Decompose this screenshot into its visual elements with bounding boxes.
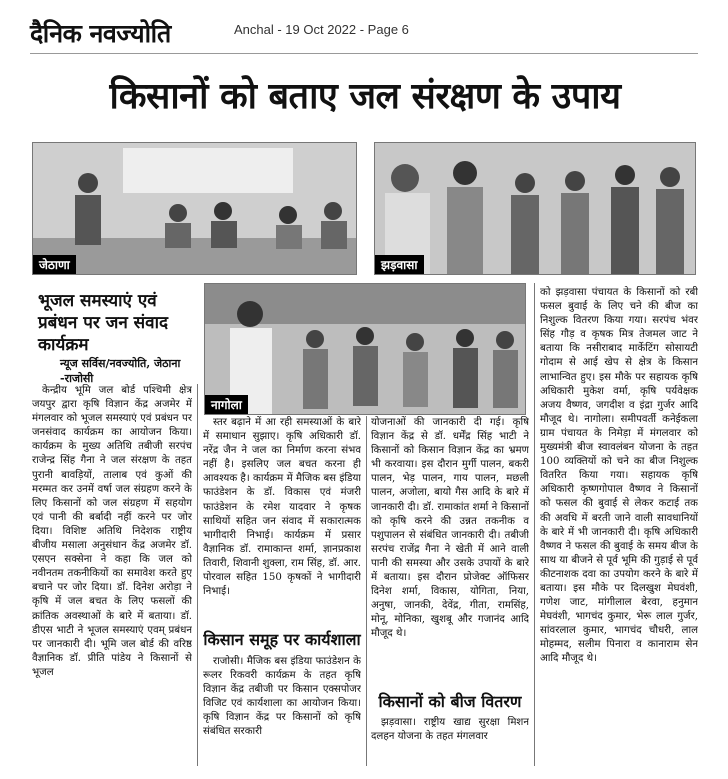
paragraph: राजोसी। मैजिक बस इंडिया फाउंडेशन के रूलर रिकवरी कार्यक्रम के तहत कृषि विज्ञान केंद्र तबीजी पर किसान एक्सपोजर विजिट एवं कार्यशाला का आयोजन किया। कृषि विज्ञान केंद्र पर किसानों को कृषि संबंधित सरकारी xyxy=(203,656,361,738)
section-title-seed: किसानों को बीज वितरण xyxy=(378,692,522,711)
masthead-title: दैनिक नवज्योति xyxy=(30,19,171,48)
photo-jethana xyxy=(32,142,357,275)
seed-body xyxy=(371,716,529,766)
edition-info: Anchal - 19 Oct 2022 - Page 6 xyxy=(234,22,409,37)
lead-column-1 xyxy=(32,384,192,766)
paragraph: झड़वासा। राष्ट्रीय खाद्य सुरक्षा मिशन दलहन योजना के तहत मंगलवार xyxy=(371,717,529,743)
photo-jharwasa xyxy=(374,142,696,275)
paragraph: केन्द्रीय भूमि जल बोर्ड पश्चिमी क्षेत्र जयपुर द्वारा कृषि विज्ञान केंद्र अजमेर में मंगलवार को भूजल समस्याएं एवं प्रबंधन पर जनसंवाद कार्यक्रम का आयोजन किया। कार्यक्रम के मुख्य अतिथि तबीजी सरपंच राजेन्द्र सिंह गैना ने जल संरक्षण के तहत पुरानी बावड़ियों, तालाब एवं कुओं की मरम्मत कर उनमें वर्षा जल संग्रहण करने के लिए किसानों को जल संग्रहण में सहयोग एवं पानी की बर्बादी नहीं करने पर जोर दिया। विशिष्ट अतिथि निदेशक राष्ट्रीय बीजीय मसाला अनुसंधान केंद्र अजमेर डॉ. एसएन सक्सेना ने कहा कि जल को नवीनतम तकनीकियों का समावेश करते हुए बचाने पर जोर दिया। डॉ. दिनेश अरोड़ा ने कृषि में जल बचत के लिए फसलों की क्रांतिक अवस्थाओं के बारे में बताया। डॉ. डीएस भाटी ने भूजल समस्याएं एवम् प्रबंधन पर जानकारी दी। भूमि जल बोर्ड की वरिष्ठ वैज्ञानिक डॉ. प्रीति पांडेय ने किसानों से भूजल xyxy=(32,385,192,678)
paragraph: योजनाओं की जानकारी दी गई। कृषि विज्ञान केंद्र से डॉ. धर्मेंद्र सिंह भाटी ने किसानों को किसान विज्ञान केंद्र का भ्रमण भी करवाया। इस दौरान मुर्गी पालन, बकरी पालन, भेड़ पालन, गाय पालन, मछली पालन, अजोला, बायो गैस आदि के बारे में जानकारी दी। डॉ. रामाकांत शर्मा ने किसानों को कृषि करने की उन्नत तकनीक व पशुपालन से संबंधित जानकारी दी। तबीजी सरपंच राजेंद्र गैना ने खेती में आने वाली पानी की समस्या और उसके उपायों के बारे में बताया। इस दौरान प्रोजेक्ट ऑफिसर दिनेश शर्मा, विकास, योगिता, निया, अनुषा, जानकी, देवेंद्र, गीता, रामसिंह, मोनू, मोनिका, खुशबू और गजानंद आदि मौजूद थे। xyxy=(371,417,529,640)
photo-caption: नागोला xyxy=(205,395,248,414)
photo-caption: झड़वासा xyxy=(375,255,424,274)
photo-caption: जेठाणा xyxy=(33,255,76,274)
workshop-body xyxy=(203,655,361,766)
column-divider xyxy=(366,416,367,766)
section-title-workshop: किसान समूह पर कार्यशाला xyxy=(203,630,361,649)
photo-nagola xyxy=(204,283,526,415)
column-4 xyxy=(540,286,698,766)
lead-column-2 xyxy=(203,416,361,614)
column-divider xyxy=(534,283,535,766)
lead-title: भूजल समस्याएं एवं प्रबंधन पर जन संवाद कार्यक्रम xyxy=(38,291,169,355)
headline: किसानों को बताए जल संरक्षण के उपाय xyxy=(109,76,621,117)
paragraph: स्तर बढ़ाने में आ रही समस्याओं के बारे में समाधान सुझाए। कृषि अधिकारी डॉ. नरेंद्र जैन ने जल का निर्माण करना संभव नहीं है। इसलिए जल बचत करना ही आवश्यक है। कार्यक्रम में मैजिक बस इंडिया फाउंडेशन के डॉ. विकास एवं मंजरी फाउंडेशन के रमेश यादवार ने कृषक साथियों सहित जन संवाद में सकारात्मक भागीदारी निभाई। कार्यक्रम में प्रसार वैज्ञानिक डॉ. रामाकान्त शर्मा, ज्ञानप्रकाश तिवारी, शिवानी शुक्ला, राम सिंह, डॉ. आर. पोरवाल सहित 150 कृषकों ने भागीदारी निभाई। xyxy=(203,417,361,598)
masthead-divider xyxy=(30,53,698,54)
column-3 xyxy=(371,416,529,686)
paragraph: को झड़वासा पंचायत के किसानों को रबी फसल बुवाई के लिए चने की बीज का निशुल्क वितरण किया गया। सरपंच भंवर सिंह गौड़ व कृषक मित्र तेजमल जाट ने बताया कि नसीराबाद मार्केटिंग सोसायटी गोदाम से आई खेप से क्षेत्र के किसान लाभान्वित हुए। इस मौके पर सहायक कृषि अधिकारी मुकेश वर्मा, कृषि पर्यवेक्षक अजय वैष्णव, जगदीश व इंद्रा गुर्जर आदि मौजूद थे। नागोला। समीपवर्ती कनेईकला ग्राम पंचायत के निमेड़ा में मंगलवार को मुख्यमंत्री बीज स्वावलंबन योजना के तहत 100 व्यक्तियों को चने का बीज निशुल्क वितरित किया गया। सहायक कृषि अधिकारी कृष्णगोपाल वैष्णव ने किसानों को फसल की बुवाई से लेकर कटाई तक की अवधि में बरती जाने वाली सावधानियों के बारे में भी जानकारी दी। कृषि अधिकारी वैष्णव ने फसल की बुवाई के समय बीज के साथ या बीजने से पूर्व भूमि की गुड़ाई से पूर्व कीटनाशक दवा का उपयोग करने के बारे में बताया। इस मौके पर दिलखुश मेघवंशी, गणेश जाट, मांगीलाल बेरवा, हनुमान मेघवंशी, भागचंद कुमार, भेरू लाल गुर्जर, सांवरलाल कुमार, भागचंद चौधरी, लाल मोहम्मद, सलीम पिनारा व कानाराम सेन आदि मौजूद थे। xyxy=(540,287,698,665)
lead-byline: न्यूज सर्विस/नवज्योति, जेठाना -राजोसी xyxy=(60,357,181,385)
column-divider xyxy=(197,384,198,766)
